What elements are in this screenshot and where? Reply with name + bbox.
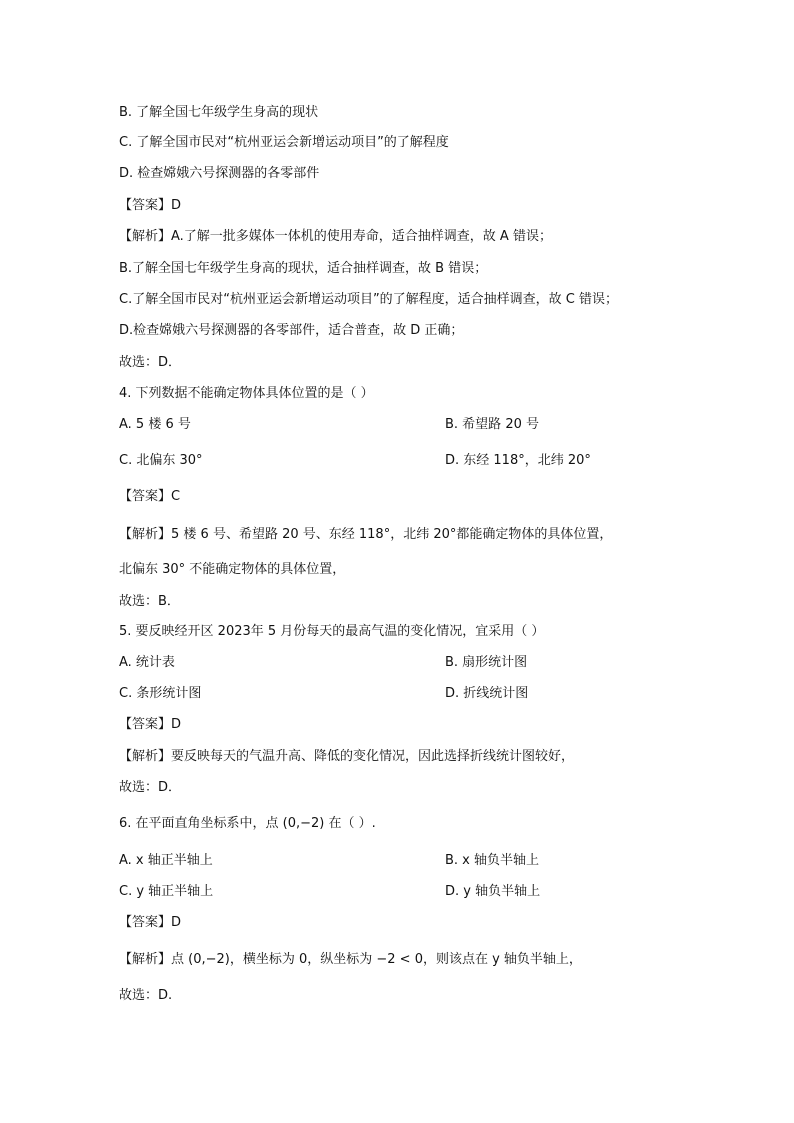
q4-option-c: C. 北偏东 30°: [119, 453, 203, 468]
q5-analysis-line: 【解析】要反映每天的气温升高、降低的变化情况，因此选择折线统计图较好，: [119, 749, 575, 764]
q4-answer: 【答案】C: [119, 489, 181, 504]
q4-analysis-line: 【解析】5 楼 6 号、希望路 20 号、东经 118°，北纬 20°都能确定物体的具体位置，: [119, 527, 613, 542]
q6-analysis-line: 【解析】点 (0,−2)，横坐标为 0，纵坐标为 −2 < 0，则该点在 y 轴负半轴上，: [119, 952, 582, 967]
q3-analysis-line: 【解析】A.了解一批多媒体一体机的使用寿命，适合抽样调查，故 A 错误；: [119, 229, 552, 244]
q3-analysis-line: 故选：D．: [119, 355, 182, 370]
q3-answer: 【答案】D: [119, 198, 182, 213]
q4-option-d: D. 东经 118°，北纬 20°: [445, 453, 591, 468]
q6-analysis-line: 故选：D.: [119, 988, 173, 1003]
q5-option-a: A. 统计表: [119, 655, 175, 670]
q5-option-c: C. 条形统计图: [119, 686, 202, 701]
q5-stem: 5. 要反映经开区 2023年 5 月份每天的最高气温的变化情况，宜采用（ ）: [119, 624, 545, 639]
q6-option-a: A. x 轴正半轴上: [119, 853, 213, 868]
q5-option-d: D. 折线统计图: [445, 686, 529, 701]
q4-analysis-line: 故选：B．: [119, 594, 180, 609]
q4-option-a: A. 5 楼 6 号: [119, 417, 191, 432]
q6-option-b: B. x 轴负半轴上: [445, 853, 540, 868]
q6-option-c: C. y 轴正半轴上: [119, 884, 214, 899]
q3-option-b: B. 了解全国七年级学生身高的现状: [119, 105, 319, 120]
q3-option-c: C. 了解全国市民对“杭州亚运会新增运动项目”的了解程度: [119, 135, 449, 150]
q4-option-b: B. 希望路 20 号: [445, 417, 539, 432]
q3-analysis-line: D.检查嫦娥六号探测器的各零部件，适合普查，故 D 正确；: [119, 323, 464, 338]
q5-analysis-line: 故选：D．: [119, 780, 182, 795]
q5-answer: 【答案】D: [119, 717, 182, 732]
q4-stem: 4. 下列数据不能确定物体具体位置的是（ ）: [119, 386, 374, 401]
q5-option-b: B. 扇形统计图: [445, 655, 528, 670]
q4-analysis-line: 北偏东 30° 不能确定物体的具体位置，: [119, 562, 346, 577]
q6-stem: 6. 在平面直角坐标系中，点 (0,−2) 在（ ）.: [119, 816, 376, 831]
q6-answer: 【答案】D: [119, 915, 182, 930]
q3-analysis-line: C.了解全国市民对“杭州亚运会新增运动项目”的了解程度，适合抽样调查，故 C 错误；: [119, 292, 619, 307]
q6-option-d: D. y 轴负半轴上: [445, 884, 541, 899]
q3-option-d: D. 检查嫦娥六号探测器的各零部件: [119, 166, 320, 181]
q3-analysis-line: B.了解全国七年级学生身高的现状，适合抽样调查，故 B 错误；: [119, 261, 488, 276]
